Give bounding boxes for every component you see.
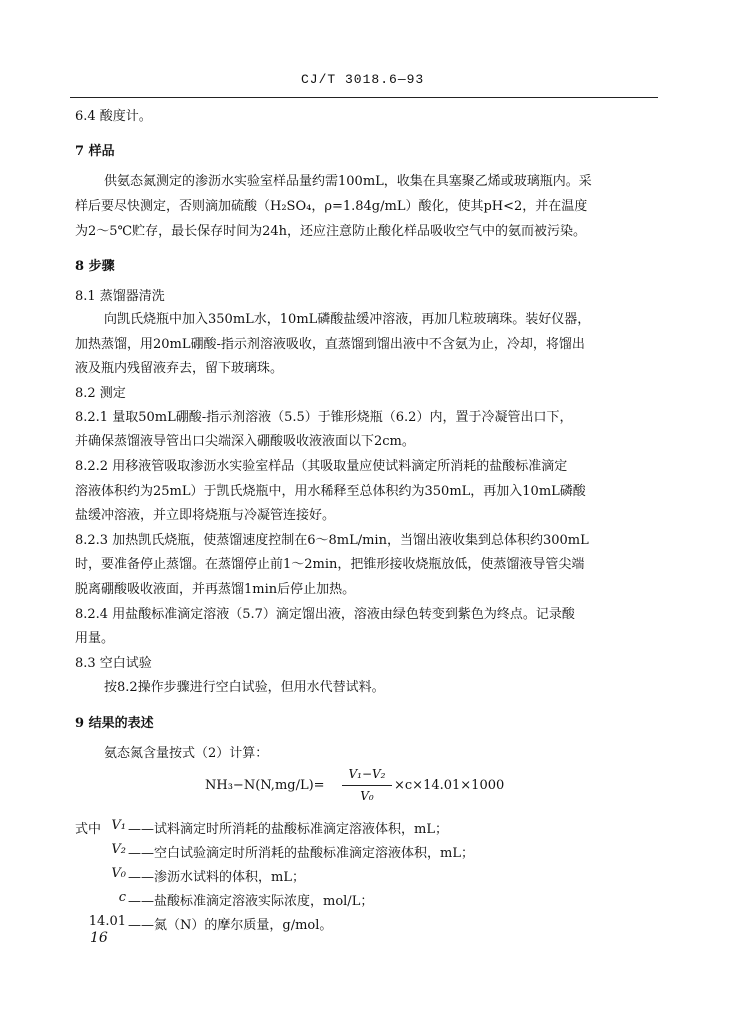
var-description: ——渗沥水试料的体积，mL； [128,870,305,885]
var-symbol: V₀ [111,866,126,881]
page-number: 16 [90,930,108,946]
section-8-heading: 8 步骤 [75,259,115,274]
var-description: ——氮（N）的摩尔质量，g/mol。 [128,918,333,933]
formula-fraction-bar [342,785,392,786]
var-symbol: V₂ [111,842,126,857]
formula-lhs: NH₃−N(N,mg/L)= [205,778,325,793]
section-6-4: 6.4 酸度计。 [75,109,152,124]
section-9-heading: 9 结果的表述 [75,716,154,731]
section-8-2-3-line-2: 时，要准备停止蒸馏。在蒸馏停止前1～2min，把锥形接收烧瓶放低，使蒸馏液导管尖端 [75,557,585,572]
section-8-2-1-line-1: 8.2.1 量取50mL硼酸-指示剂溶液（5.5）于锥形烧瓶（6.2）内，置于冷凝管出口下， [75,410,573,425]
where-label: 式中 [75,822,102,837]
section-8-2-3-line-1: 8.2.3 加热凯氏烧瓶，使蒸馏速度控制在6～8mL/min，当馏出液收集到总体积约300mL [75,533,589,548]
section-7-line-1: 供氨态氮测定的渗沥水实验室样品量约需100mL，收集在具塞聚乙烯或玻璃瓶内。采 [104,174,592,189]
section-9-intro: 氨态氮含量按式（2）计算： [104,746,269,761]
var-description: ——试料滴定时所消耗的盐酸标准滴定溶液体积，mL； [128,822,448,837]
formula-rhs: ×c×14.01×1000 [394,778,505,793]
section-8-2-1-line-2: 并确保蒸馏液导管出口尖端深入硼酸吸收液液面以下2cm。 [75,434,415,449]
section-8-1-line-2: 加热蒸馏，用20mL硼酸-指示剂溶液吸收，直蒸馏到馏出液中不含氨为止，冷却，将馏出 [75,337,585,352]
var-description: ——盐酸标准滴定溶液实际浓度，mol/L； [128,894,374,909]
section-7-heading: 7 样品 [75,144,115,159]
section-7-line-3: 为2～5℃贮存，最长保存时间为24h，还应注意防止酸化样品吸收空气中的氨而被污染。 [75,224,586,239]
section-8-1-line-3: 液及瓶内残留液弃去，留下玻璃珠。 [75,361,284,376]
section-8-3-title: 8.3 空白试验 [75,656,152,671]
formula-numerator: V₁−V₂ [348,767,386,781]
section-7-line-2: 样后要尽快测定，否则滴加硫酸（H₂SO₄，ρ=1.84g/mL）酸化，使其pH<2，并在温度 [75,199,588,214]
formula-denominator: V₀ [360,789,374,803]
section-8-1-title: 8.1 蒸馏器清洗 [75,289,165,304]
section-8-2-3-line-3: 脱离硼酸吸收液面，并再蒸馏1min后停止加热。 [75,582,356,597]
section-8-3-line-1: 按8.2操作步骤进行空白试验，但用水代替试料。 [104,680,385,695]
var-description: ——空白试验滴定时所消耗的盐酸标准滴定溶液体积，mL； [128,846,474,861]
header-standard-number: CJ/T 3018.6—93 [301,72,425,87]
section-8-2-2-line-3: 盐缓冲溶液，并立即将烧瓶与冷凝管连接好。 [75,508,336,523]
section-8-2-2-line-2: 溶液体积约为25mL）于凯氏烧瓶中，用水稀释至总体积约为350mL，再加入10mL磷酸 [75,484,586,499]
section-8-1-line-1: 向凯氏烧瓶中加入350mL水，10mL磷酸盐缓冲溶液，再加几粒玻璃珠。装好仪器， [104,312,591,327]
section-8-2-title: 8.2 测定 [75,386,126,401]
section-8-2-4-line-2: 用量。 [75,631,115,646]
header-rule [70,97,658,98]
section-8-2-4-line-1: 8.2.4 用盐酸标准滴定溶液（5.7）滴定馏出液，溶液由绿色转变到紫色为终点。记录酸 [75,607,575,622]
var-symbol: 14.01 [88,914,126,929]
var-symbol: V₁ [111,818,126,833]
var-symbol: c [118,890,126,905]
section-8-2-2-line-1: 8.2.2 用移液管吸取渗沥水实验室样品（其吸取量应使试料滴定所消耗的盐酸标准滴定 [75,459,568,474]
